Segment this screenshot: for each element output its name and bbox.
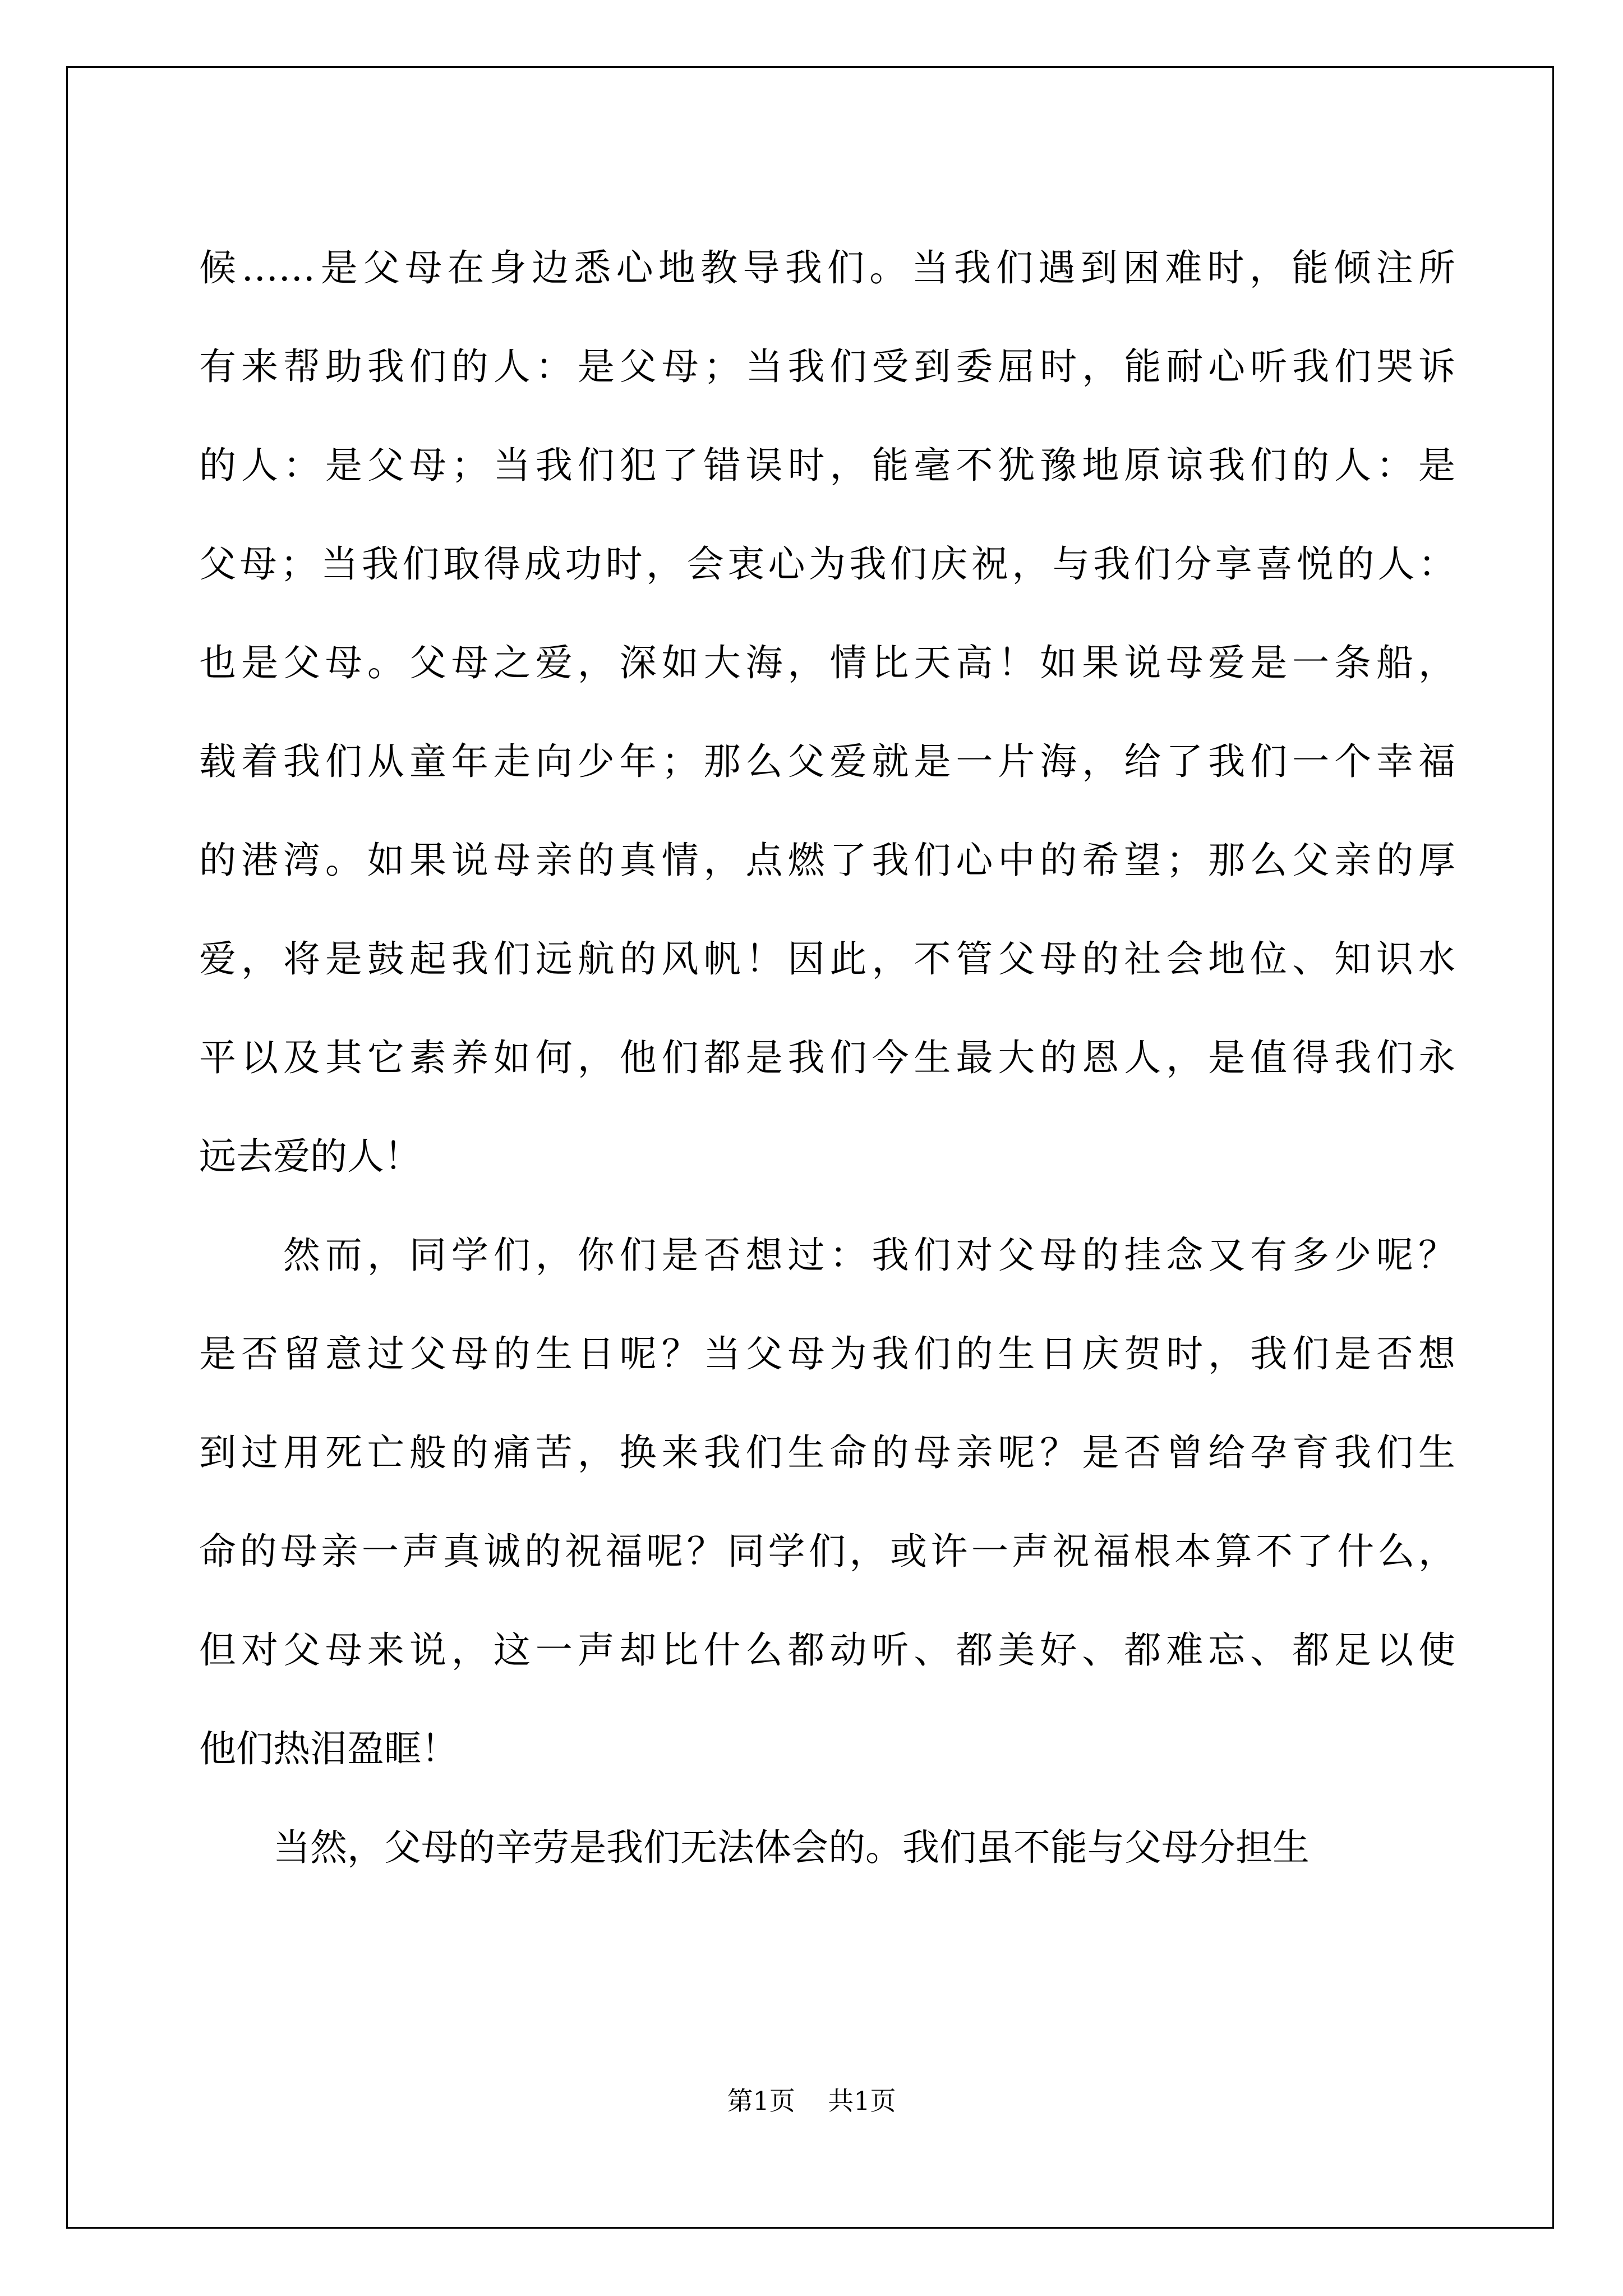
- text-line: 有来帮助我们的人：是父母；当我们受到委屈时，能耐心听我们哭诉: [199, 345, 1455, 388]
- page-total: 共1页: [828, 2086, 896, 2116]
- text-line: 的人：是父母；当我们犯了错误时，能毫不犹豫地原谅我们的人：是: [199, 444, 1455, 487]
- text-line: 然而，同学们，你们是否想过：我们对父母的挂念又有多少呢？: [199, 1234, 1455, 1277]
- text-line: 父母；当我们取得成功时，会衷心为我们庆祝，与我们分享喜悦的人：: [199, 542, 1455, 586]
- page-footer: [0, 2084, 1623, 2118]
- page-number: 第1页: [727, 2086, 795, 2116]
- text-line: 爱，将是鼓起我们远航的风帆！因此，不管父母的社会地位、知识水: [199, 937, 1455, 981]
- text-line: 到过用死亡般的痛苦，换来我们生命的母亲呢？是否曾给孕育我们生: [199, 1431, 1455, 1474]
- text-line: 是否留意过父母的生日呢？当父母为我们的生日庆贺时，我们是否想: [199, 1332, 1455, 1375]
- text-line: 命的母亲一声真诚的祝福呢？同学们，或许一声祝福根本算不了什么，: [199, 1530, 1455, 1573]
- text-line: 的港湾。如果说母亲的真情，点燃了我们心中的希望；那么父亲的厚: [199, 839, 1455, 882]
- text-line: 载着我们从童年走向少年；那么父爱就是一片海，给了我们一个幸福: [199, 740, 1455, 783]
- text-line: 也是父母。父母之爱，深如大海，情比天高！如果说母爱是一条船，: [199, 641, 1455, 684]
- text-line: 平以及其它素养如何，他们都是我们今生最大的恩人，是值得我们永: [199, 1036, 1455, 1079]
- document-body: [199, 219, 1455, 1897]
- text-line: 远去爱的人！: [199, 1135, 421, 1178]
- text-line: 候……是父母在身边悉心地教导我们。当我们遇到困难时，能倾注所: [199, 246, 1455, 289]
- text-line: 但对父母来说，这一声却比什么都动听、都美好、都难忘、都足以使: [199, 1628, 1455, 1672]
- text-line: 当然，父母的辛劳是我们无法体会的。我们虽不能与父母分担生: [199, 1826, 1310, 1869]
- text-line: 他们热泪盈眶！: [199, 1727, 458, 1770]
